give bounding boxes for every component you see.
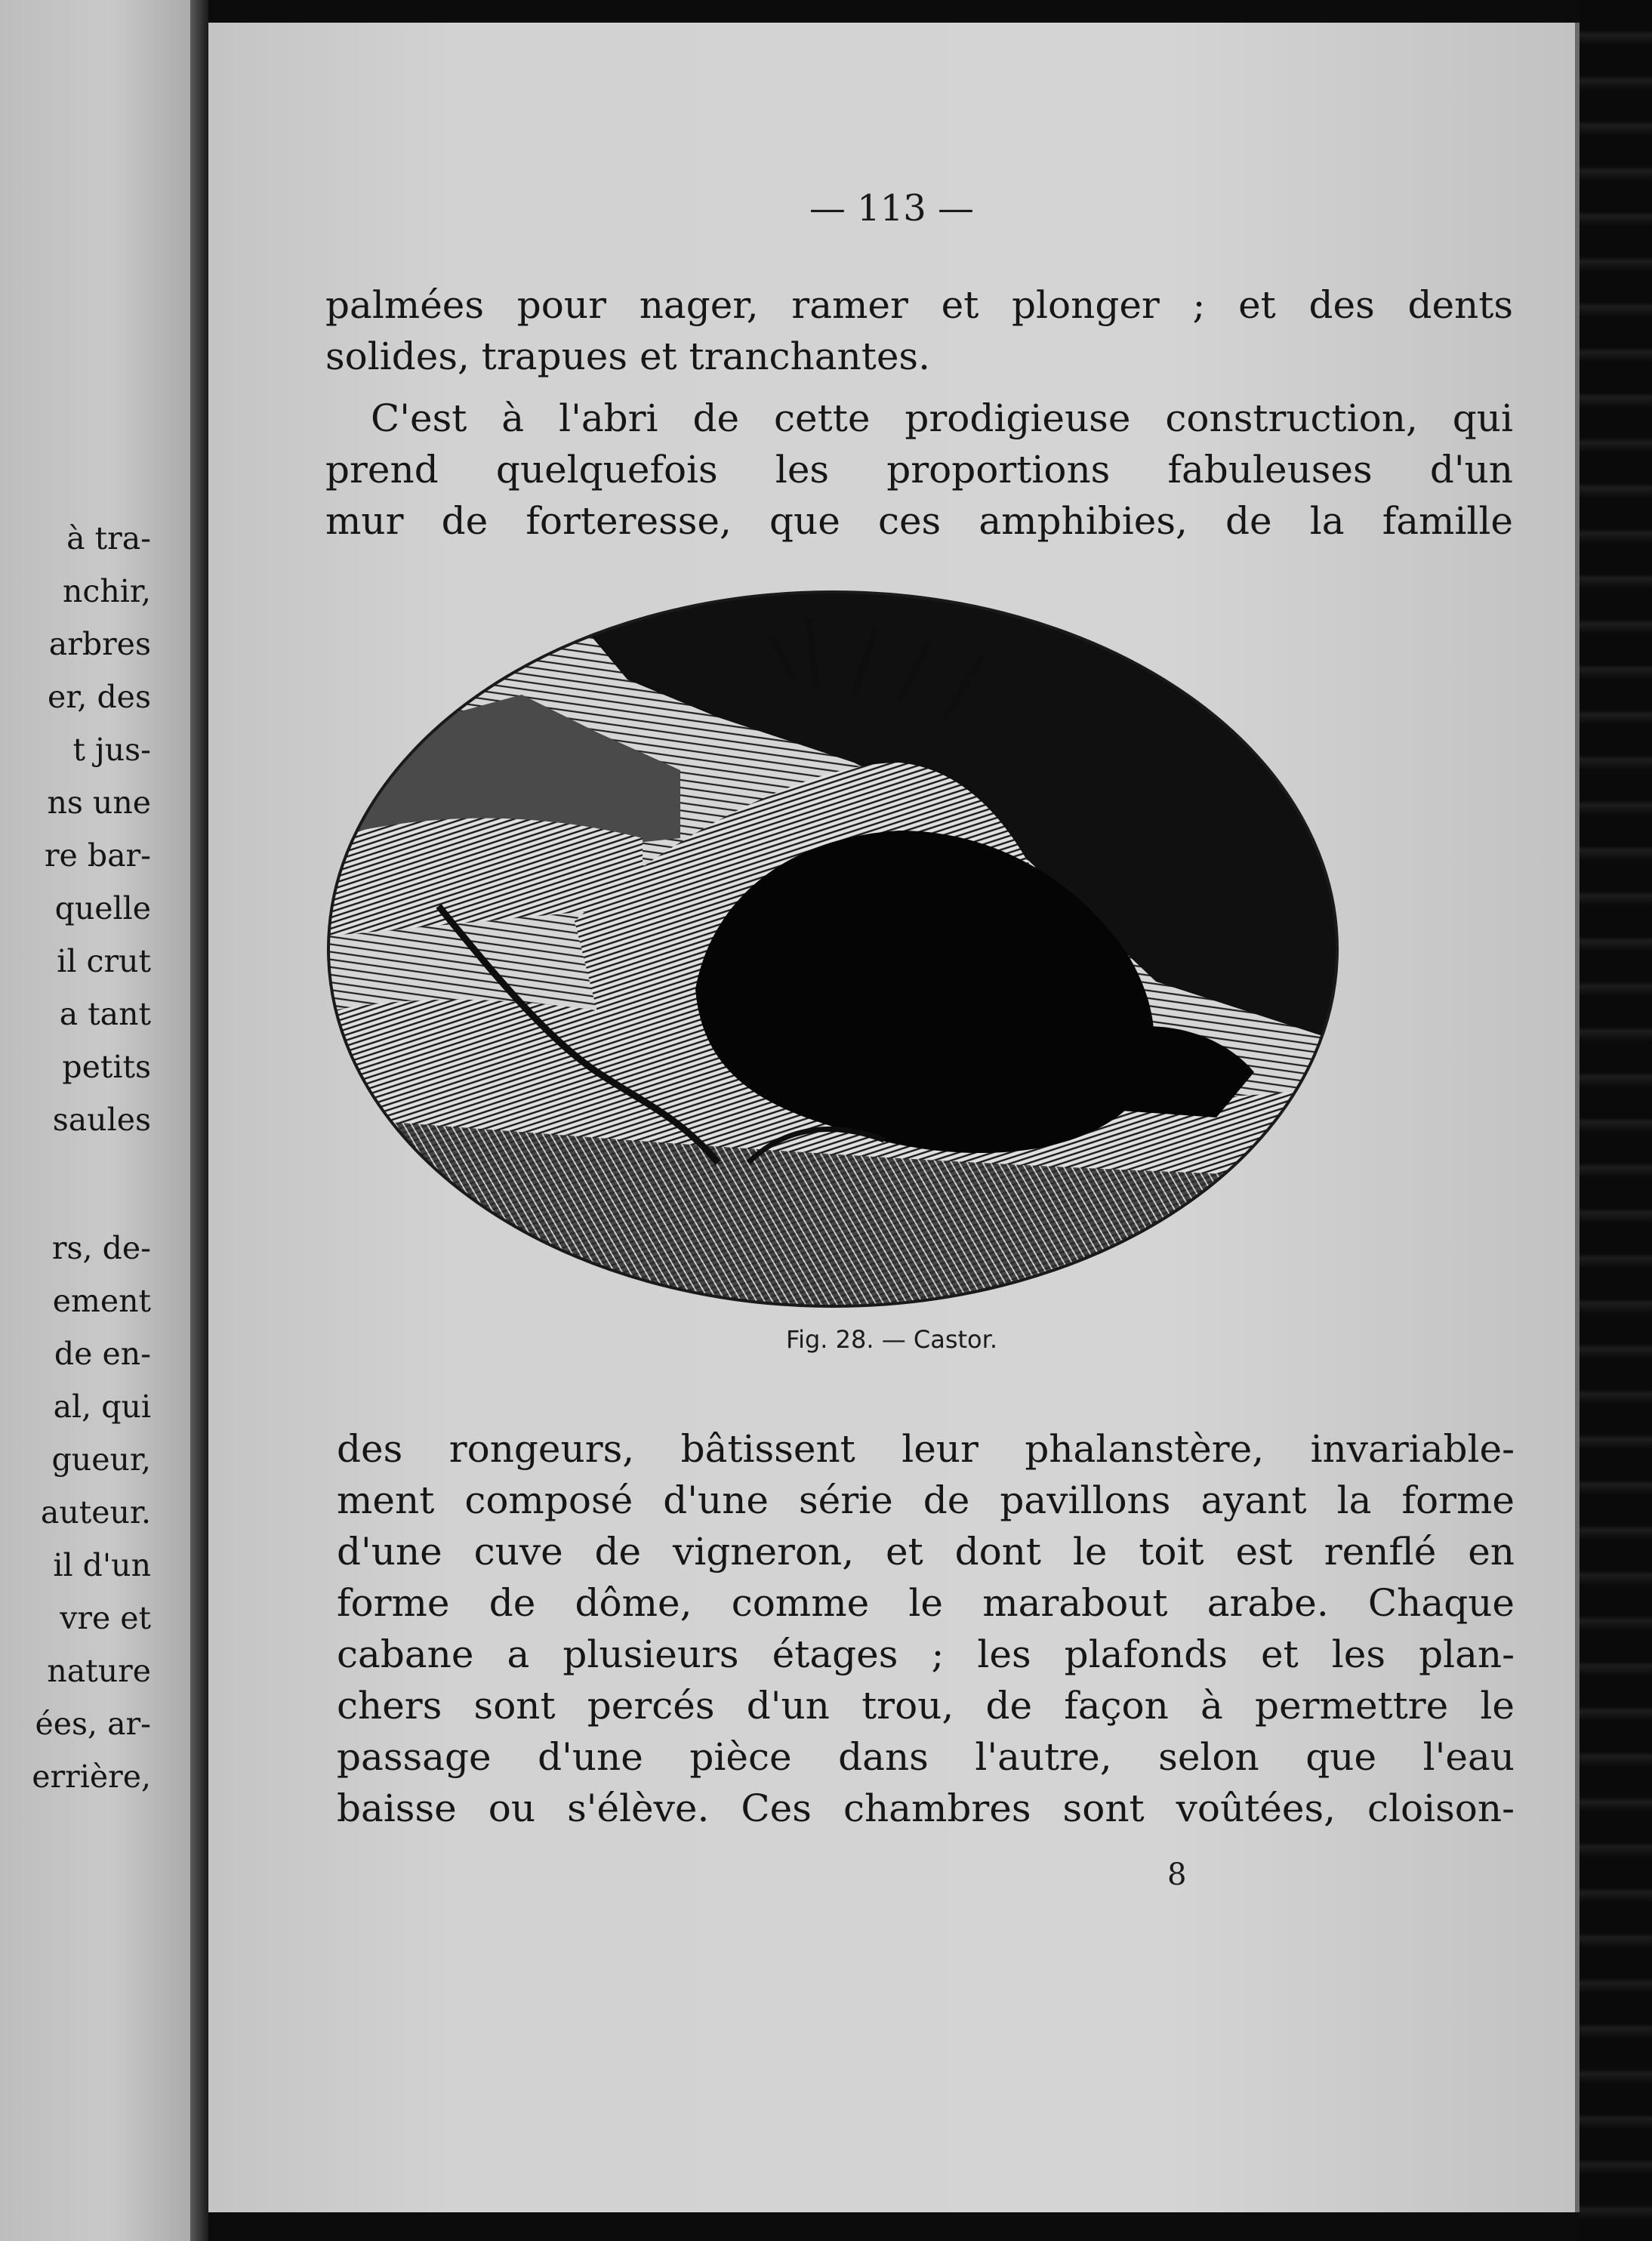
left-text-line: saules [52,1102,151,1138]
text-line: mur de forteresse, que ces amphibies, de la famille [325,499,1513,543]
paragraph-3 [337,1423,1515,1834]
left-text-line: er, des [48,679,151,715]
left-text-line: ement [52,1283,151,1319]
scanner-edge [1580,0,1652,2241]
left-text-line: a tant [59,996,151,1032]
beaver-engraving [325,589,1341,1310]
text-line: cabane a plusieurs étages ; les plafonds et les plan- [337,1632,1515,1676]
left-text-line: arbres [48,626,151,662]
left-text-line: quelle [54,890,151,926]
book-gutter [190,0,208,2241]
main-page [208,23,1580,2212]
text-line: d'une cuve de vigneron, et dont le toit est renflé en [337,1530,1515,1574]
left-text-line: il crut [57,943,151,979]
text-line: des rongeurs, bâtissent leur phalanstère, invariable- [337,1427,1515,1471]
text-line: prend quelquefois les proportions fabuleuses d'un [325,448,1513,492]
left-text-line: à tra- [66,520,151,556]
paragraph-2 [325,393,1513,547]
left-text-line: errière, [32,1759,151,1795]
text-line: baisse ou s'élève. Ces chambres sont voûtées, cloison- [337,1786,1515,1830]
left-text-line: de en- [54,1336,151,1372]
left-text-line: rs, de- [51,1230,151,1266]
text-line: C'est à l'abri de cette prodigieuse construction, qui [371,396,1513,440]
left-text-line: re bar- [44,837,151,874]
left-text-line: petits [62,1049,151,1085]
left-text-line: il d'un [53,1547,151,1583]
text-line: palmées pour nager, ramer et plonger ; et des dents [325,283,1513,327]
left-text-line: ées, ar- [35,1706,151,1742]
text-line: chers sont percés d'un trou, de façon à permettre le [337,1684,1515,1728]
text-line: solides, trapues et tranchantes. [325,334,930,378]
signature-mark: 8 [1167,1857,1187,1892]
text-line: forme de dôme, comme le marabout arabe. Chaque [337,1581,1515,1625]
left-text-line: t jus- [72,732,151,768]
left-page [0,0,198,2241]
left-text-line: gueur, [51,1441,151,1478]
text-line: passage d'une pièce dans l'autre, selon que l'eau [337,1735,1515,1779]
left-text-line: al, qui [53,1389,151,1425]
left-text-line: auteur. [40,1494,151,1530]
left-text-line: ns une [47,785,151,821]
left-text-line: vre et [60,1600,151,1636]
left-text-line: nature [47,1653,151,1689]
left-text-line: nchir, [62,573,151,609]
paragraph-1 [325,279,1513,382]
figure-caption: Fig. 28. — Castor. [786,1325,997,1354]
text-line: ment composé d'une série de pavillons ayant la forme [337,1478,1515,1522]
page-number: — 113 — [809,187,975,230]
